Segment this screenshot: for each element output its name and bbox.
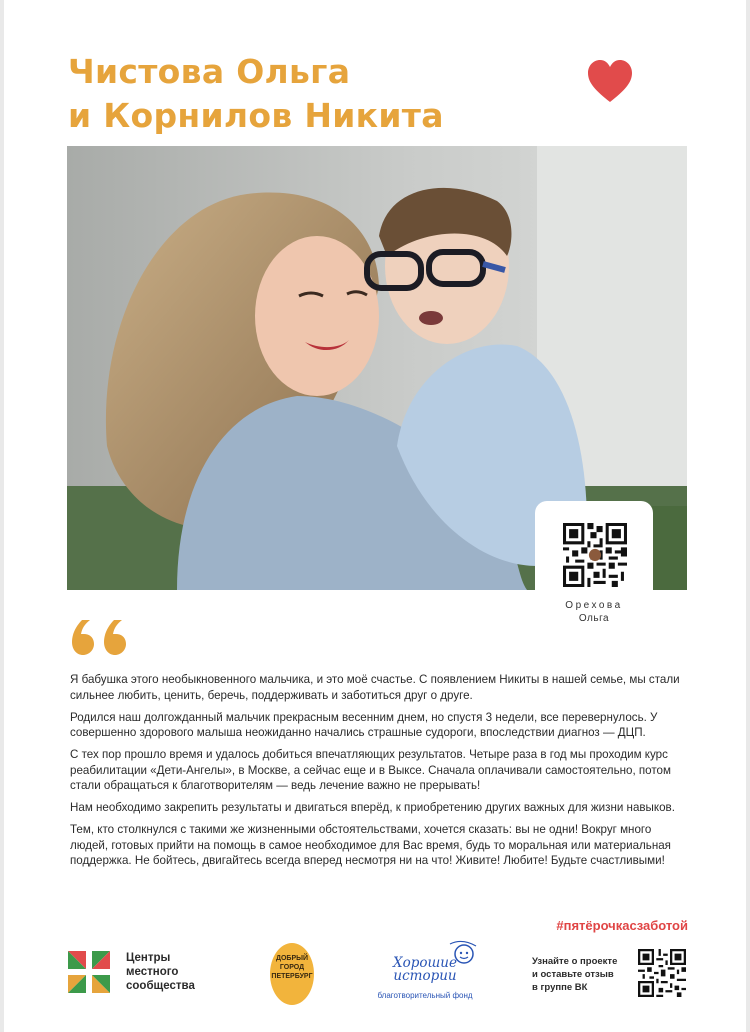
poster [4, 0, 746, 1032]
good-stories-subtitle: благотворительный фонд [377, 991, 473, 1000]
title-line-1: Чистова Ольга [68, 52, 351, 91]
vk-qr-code-icon[interactable] [638, 949, 686, 997]
story-paragraph: Я бабушка этого необыкновенного мальчика, и это моё счастье. С появлением Никиты в нашей семье, мы стали сильнее любить, ценить, беречь, поддерживать и заботиться друг о друге. [70, 673, 680, 702]
community-centers-logo-icon [66, 949, 112, 995]
page-title [68, 50, 568, 138]
hashtag: #пятёрочкасзаботой [556, 918, 688, 933]
footer [4, 935, 746, 1032]
story-paragraph: С тех пор прошло время и удалось добиться впечатляющих результатов. Четыре раза в год мы проходим курс реабилитации «Дети-Ангелы», в Москве, а сейчас еще и в Выксе. Сначала оплачивали самостоятельно, потом стали обращаться к благотворителям — ведь лечение важно не прерывать! [70, 748, 671, 792]
vk-group-prompt: Узнайте о проекте и оставьте отзыв в группе ВК [532, 956, 618, 993]
quote-icon [68, 614, 130, 656]
good-stories-label: Хорошие истории [393, 955, 457, 984]
good-city-label: ДОБРЫЙ ГОРОД ПЕТЕРБУРГ [271, 955, 313, 980]
community-centers-label: Центры местного сообщества [126, 952, 195, 992]
story-paragraph: Родился наш долгожданный мальчик прекрасным весенним днем, но спустя 3 недели, все перевернулось. У совершенно здорового малыша неожиданно начались страшные судороги, впоследствии диагноз — ДЦП. [70, 710, 658, 739]
heart-icon [586, 58, 634, 104]
story-text [70, 672, 690, 875]
qr-card[interactable] [535, 501, 653, 631]
author-surname: Орехова [565, 600, 623, 611]
qr-code-icon[interactable] [563, 523, 627, 587]
title-line-2: и Корнилов Никита [68, 96, 444, 135]
story-paragraph: Тем, кто столкнулся с такими же жизненными обстоятельствами, хочется сказать: вы не одни! Вокруг много людей, готовых прийти на помощь в самое необходимое для Вас время, будь то моральная или материальная поддержка. Не бойтесь, двигайтесь всегда вперед несмотря ни на что! Живите! Любите! Будьте счастливыми! [70, 823, 671, 867]
story-paragraph: Нам необходимо закрепить результаты и двигаться вперёд, к приобретению других важных для жизни навыков. [70, 801, 675, 814]
author-name: Ольга [578, 613, 610, 624]
